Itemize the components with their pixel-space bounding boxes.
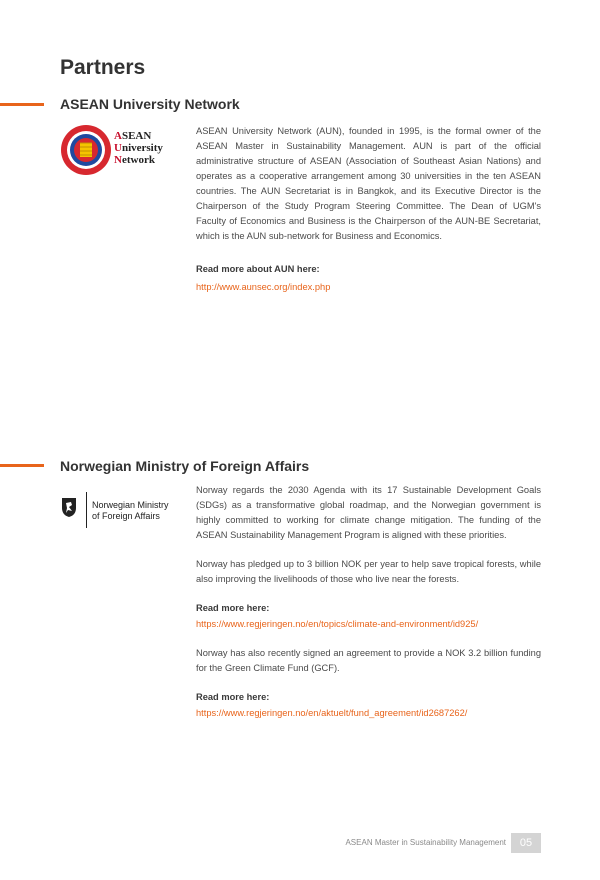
norway-paragraph-1: Norway regards the 2030 Agenda with its 17 Sustainable Development Goals (SDGs) as a transformative global roadmap, and the Norwegian government is highly committed to working for climate change mitigation. The funding of the ASEAN Sustainability Management Program is aligned with these priorities. [196, 485, 541, 540]
norway-ministry-logo [60, 492, 180, 532]
norway-lion-crest-icon [60, 496, 78, 518]
norway-logo-wordmark [92, 500, 169, 522]
norway-heading: Norwegian Ministry of Foreign Affairs [60, 458, 310, 474]
norway-link-1[interactable]: https://www.regjeringen.no/en/topics/climate-and-environment/id925/ [196, 619, 479, 629]
aun-logo-line-university: University [114, 142, 163, 154]
footer-title: ASEAN Master in Sustainability Management [345, 838, 506, 847]
aun-logo-line-network: Network [114, 154, 155, 166]
norway-body [196, 483, 541, 721]
aun-logo-line-asean: ASEAN [114, 130, 152, 142]
aun-paragraph: ASEAN University Network (AUN), founded in 1995, is the formal owner of the ASEAN Master in Sustainability Management. AUN is part of the official administrative structure of ASEAN (Association of Southeast Asian Nations) and operates as a cooperative arrangement among 30 universities in the ten ASEAN countries. The AUN Secretariat is in Bangkok, and its Executive Director is the Chairperson of the Study Program Steering Committee. The Dean of UGM's Faculty of Economics and Business is the Chairperson of the AUN-BE Secretariat, which is the AUN sub-network for Business and Economics. [196, 126, 541, 241]
aun-logo [60, 124, 180, 176]
norway-paragraph-3: Norway has also recently signed an agreement to provide a NOK 3.2 billion funding for the Green Climate Fund (GCF). [196, 648, 541, 673]
norway-read-more-label-2: Read more here: [196, 692, 270, 702]
aun-emblem-icon [60, 124, 112, 176]
page-number: 05 [511, 833, 541, 853]
section-accent-rule [0, 464, 44, 467]
aun-body [196, 124, 541, 295]
norway-logo-line2: of Foreign Affairs [92, 511, 160, 521]
aun-read-more-label: Read more about AUN here: [196, 264, 320, 274]
section-accent-rule [0, 103, 44, 106]
page-title: Partners [60, 56, 146, 79]
norway-paragraph-2: Norway has pledged up to 3 billion NOK per year to help save tropical forests, while also improving the livelihoods of those who live near the forests. [196, 559, 541, 584]
norway-logo-line1: Norwegian Ministry [92, 500, 169, 510]
logo-divider [86, 492, 87, 528]
aun-link[interactable]: http://www.aunsec.org/index.php [196, 282, 331, 292]
aun-heading: ASEAN University Network [60, 96, 240, 112]
norway-read-more-label-1: Read more here: [196, 603, 270, 613]
aun-logo-wordmark [114, 130, 163, 166]
norway-link-2[interactable]: https://www.regjeringen.no/en/aktuelt/fund_agreement/id2687262/ [196, 708, 468, 718]
